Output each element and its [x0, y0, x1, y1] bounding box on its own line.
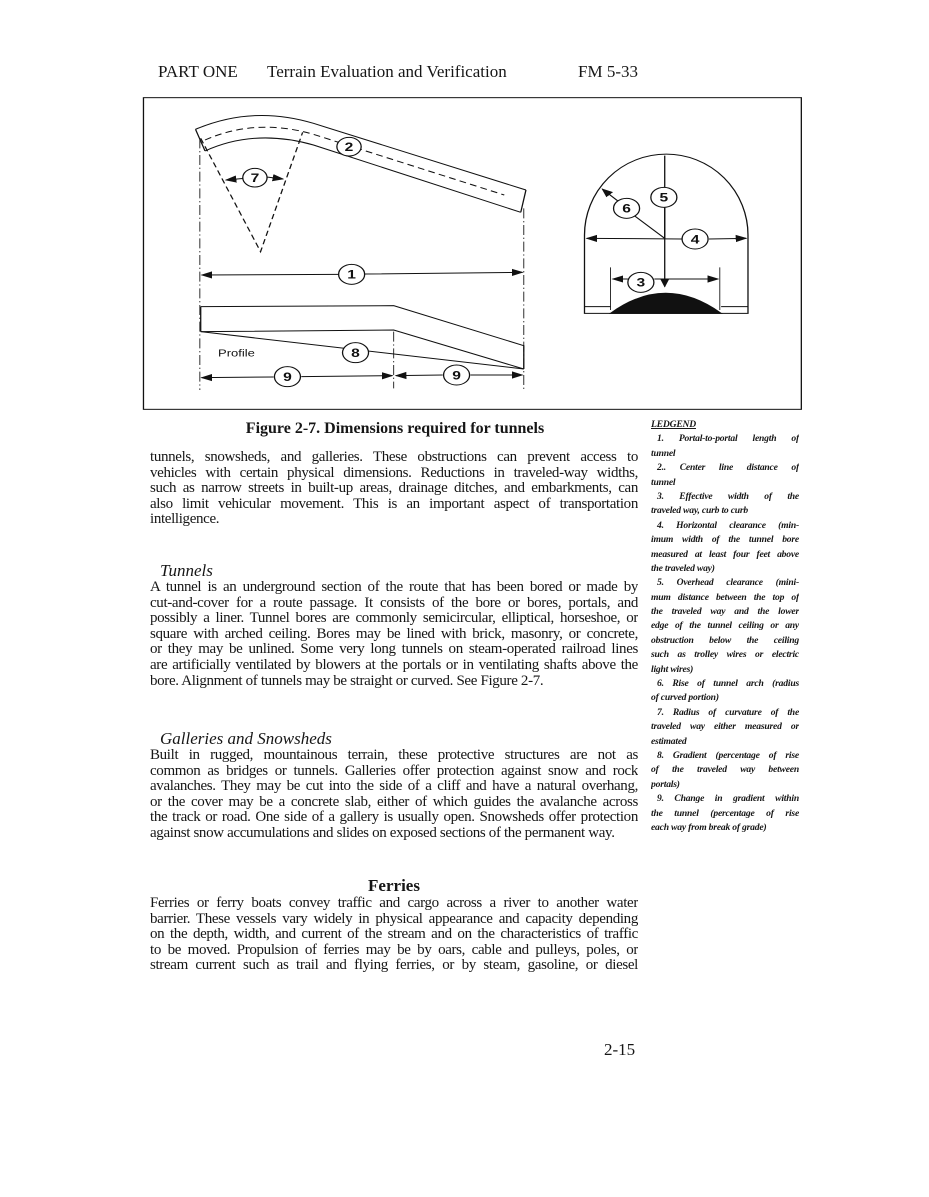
legend-line: tunnel — [651, 476, 676, 488]
radius-lines — [201, 132, 303, 251]
text-line: on the depth, width, and current of the stream and on the characteristics of traffic — [150, 927, 638, 943]
text-line: Built in rugged, mountainous terrain, these protective structures are not as — [150, 748, 638, 763]
legend-line: of the traveled way between — [651, 764, 799, 776]
galleries-paragraph — [150, 748, 638, 842]
legend-line: obstruction below the ceiling — [651, 634, 799, 646]
tunnel-cross-section — [584, 154, 747, 313]
legend-line: the traveled way and the lower — [651, 606, 799, 618]
header-part: PART ONE — [158, 62, 238, 81]
figure-caption: Figure 2-7. Dimensions required for tunnels — [245, 420, 545, 437]
label-1: 1 — [347, 267, 356, 282]
legend-line: 7. Radius of curvature of the — [657, 706, 799, 718]
legend-line: edge of the tunnel ceiling or any — [651, 620, 799, 632]
label-5: 5 — [659, 190, 669, 205]
text-line: to be moved. Propulsion of ferries may be by oars, cable and pulleys, poles, or — [150, 942, 638, 958]
label-3: 3 — [636, 275, 646, 290]
text-line: Ferries or ferry boats convey traffic and cargo across a river to another water — [150, 896, 638, 911]
text-line: common as bridges or tunnels. Galleries offer protection against snow and rock — [150, 763, 638, 779]
galleries-heading: Galleries and Snowsheds — [160, 729, 332, 748]
legend-line: of curved portion) — [651, 692, 719, 704]
text-line: bore. Alignment of tunnels may be straight or curved. See Figure 2-7. — [150, 673, 544, 689]
legend-line: traveled way, curb to curb — [651, 505, 749, 517]
legend-line: traveled way either measured or — [651, 721, 799, 733]
label-9b: 9 — [452, 368, 461, 382]
legend-line: the tunnel (percentage of rise — [651, 807, 799, 819]
text-line: also limit vehicular movement. This is an important aspect of transportation — [150, 496, 638, 512]
legend-line: 3. Effective width of the — [657, 490, 799, 502]
text-line: or they may be unlined. Some very long tunnels on steam-operated railroad lines — [150, 642, 638, 658]
text-line: barrier. These vessels vary widely in physical appearance and capacity depending — [150, 911, 638, 927]
label-8: 8 — [351, 345, 360, 360]
legend-line: each way from break of grade) — [651, 821, 767, 833]
legend-line: 1. Portal-to-portal length of — [657, 433, 799, 445]
text-line: intelligence. — [150, 512, 220, 528]
text-line: such as narrow streets in built-up areas, drainage ditches, and embarkments, can — [150, 481, 638, 497]
ferries-paragraph — [150, 896, 638, 974]
ferries-heading: Ferries — [368, 876, 420, 895]
legend-line: imum width of the tunnel bore — [651, 534, 799, 546]
text-line: vehicles with certain physical dimensions. Reductions in traveled-way widths, — [150, 465, 638, 481]
legend-line: 8. Gradient (percentage of rise — [657, 749, 799, 761]
page-number: 2-15 — [604, 1040, 636, 1059]
legend-line: the traveled way) — [651, 562, 715, 574]
label-9a: 9 — [283, 369, 292, 384]
legend-line: 9. Change in gradient within — [657, 793, 799, 805]
road-crown — [611, 293, 722, 313]
tunnels-heading: Tunnels — [160, 561, 213, 580]
profile-label: Profile — [218, 348, 255, 360]
legend-line: 2.. Center line distance of — [657, 462, 799, 474]
label-7: 7 — [250, 170, 260, 185]
header-manual: FM 5-33 — [578, 62, 638, 81]
text-line: the track or road. One side of a gallery is usually open. Snowsheds offer protection — [150, 810, 638, 826]
intro-paragraph — [150, 450, 638, 528]
legend-line: 5. Overhead clearance (mini- — [657, 577, 799, 589]
text-line: avalanches. They may be cut into the side of a cliff and have a natural overhang, — [150, 779, 638, 795]
legend-line: mum distance between the top of — [651, 591, 799, 603]
text-line: cut-and-cover for a route passage. It consists of the bore or bores, portals, and — [150, 595, 638, 611]
text-line: A tunnel is an underground section of the route that has been bored or made by — [150, 580, 638, 595]
legend-line: 6. Rise of tunnel arch (radius — [657, 678, 799, 690]
label-4: 4 — [690, 232, 700, 246]
label-2: 2 — [344, 139, 354, 154]
legend-line: measured at least four feet above — [651, 548, 799, 560]
legend-line: portals) — [651, 778, 680, 790]
label-6: 6 — [622, 201, 631, 216]
legend-line: tunnel — [651, 447, 676, 459]
legend — [651, 418, 799, 835]
text-line: are artificially ventilated by blowers at the portals or in ventilating shafts above the — [150, 657, 638, 673]
tunnel-dimensions-figure — [140, 95, 810, 415]
text-line: possibly a liner. Tunnel bores are commonly semicircular, elliptical, horseshoe, or — [150, 611, 638, 627]
tunnels-paragraph — [150, 580, 638, 689]
text-line: or the cover may be a concrete slab, either of which guides the avalanche across — [150, 794, 638, 810]
legend-line: light wires) — [651, 663, 694, 675]
text-line: tunnels, snowsheds, and galleries. These obstructions can prevent access to — [150, 450, 638, 465]
legend-line: such as trolley wires or electric — [651, 649, 799, 661]
legend-line: estimated — [651, 735, 687, 747]
legend-line: 4. Horizontal clearance (min- — [657, 519, 799, 531]
text-line: square with arched ceiling. Bores may be lined with brick, masonry, or concrete, — [150, 626, 638, 642]
legend-title: LEDGEND — [651, 419, 696, 430]
text-line: against snow accumulations and slides on exposed sections of the permanent way. — [150, 825, 615, 841]
text-line: stream current such as trail and flying ferries, or by steam, gasoline, or diesel — [150, 958, 638, 974]
header-section: Terrain Evaluation and Verification — [267, 62, 507, 81]
